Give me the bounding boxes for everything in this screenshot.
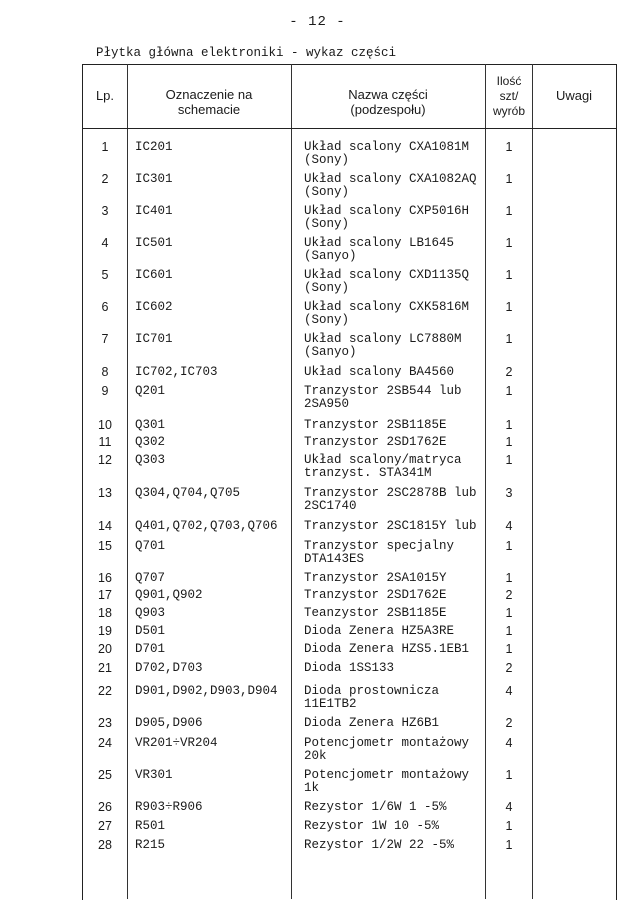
row-lp: 3 bbox=[101, 204, 109, 218]
row-name: Rezystor 1/2W 22 -5% bbox=[304, 838, 455, 852]
row-designation: D501 bbox=[135, 624, 166, 638]
page-number: - 12 - bbox=[289, 14, 346, 30]
row-name: Układ scalony/matryca tranzyst. STA341M bbox=[304, 453, 462, 480]
row-name: Układ scalony BA4560 bbox=[304, 365, 455, 379]
row-qty: 1 bbox=[505, 819, 513, 833]
row-name: Układ scalony LB1645 (Sanyo) bbox=[304, 236, 455, 263]
row-designation: R903÷R906 bbox=[135, 800, 203, 814]
row-designation: Q903 bbox=[135, 606, 166, 620]
row-qty: 1 bbox=[505, 768, 513, 782]
row-designation: IC601 bbox=[135, 268, 173, 282]
row-qty: 2 bbox=[505, 661, 513, 675]
row-name: Układ scalony CXK5816M (Sony) bbox=[304, 300, 470, 327]
row-lp: 9 bbox=[101, 384, 109, 398]
row-qty: 4 bbox=[505, 684, 513, 698]
row-designation: Q707 bbox=[135, 571, 166, 585]
row-name: Dioda Zenera HZ5A3RE bbox=[304, 624, 455, 638]
row-lp: 7 bbox=[101, 332, 109, 346]
row-lp: 6 bbox=[101, 300, 109, 314]
row-name: Dioda Zenera HZ6B1 bbox=[304, 716, 440, 730]
row-lp: 2 bbox=[101, 172, 109, 186]
row-name: Układ scalony CXA1081M (Sony) bbox=[304, 140, 470, 167]
header-name-line1: Nazwa części bbox=[348, 87, 428, 102]
row-qty: 1 bbox=[505, 384, 513, 398]
row-qty: 2 bbox=[505, 716, 513, 730]
document-title: Płytka główna elektroniki - wykaz części bbox=[96, 46, 397, 60]
row-lp: 17 bbox=[98, 588, 112, 602]
row-name: Tranzystor specjalny DTA143ES bbox=[304, 539, 455, 566]
row-lp: 8 bbox=[101, 365, 109, 379]
header-designation bbox=[128, 87, 290, 117]
row-name: Układ scalony CXP5016H (Sony) bbox=[304, 204, 470, 231]
row-qty: 1 bbox=[505, 606, 513, 620]
header-qty-line3: wyrób bbox=[492, 104, 525, 118]
row-name: Rezystor 1/6W 1 -5% bbox=[304, 800, 447, 814]
row-lp: 21 bbox=[98, 661, 112, 675]
row-name: Tranzystor 2SC1815Y lub bbox=[304, 519, 477, 533]
header-divider bbox=[82, 128, 616, 129]
row-lp: 19 bbox=[98, 624, 112, 638]
column-divider bbox=[291, 64, 292, 899]
header-designation-line2: schemacie bbox=[177, 102, 241, 117]
row-lp: 12 bbox=[98, 453, 112, 467]
row-qty: 1 bbox=[505, 204, 513, 218]
row-designation: Q303 bbox=[135, 453, 166, 467]
row-qty: 4 bbox=[505, 736, 513, 750]
row-designation: R215 bbox=[135, 838, 166, 852]
row-qty: 1 bbox=[505, 236, 513, 250]
row-designation: Q304,Q704,Q705 bbox=[135, 486, 241, 500]
row-name: Układ scalony CXA1082AQ (Sony) bbox=[304, 172, 477, 199]
row-designation: R501 bbox=[135, 819, 166, 833]
header-qty bbox=[486, 74, 532, 119]
row-qty: 3 bbox=[505, 486, 513, 500]
row-lp: 28 bbox=[98, 838, 112, 852]
row-designation: Q201 bbox=[135, 384, 166, 398]
row-designation: IC201 bbox=[135, 140, 173, 154]
row-qty: 1 bbox=[505, 838, 513, 852]
row-qty: 1 bbox=[505, 172, 513, 186]
row-qty: 2 bbox=[505, 588, 513, 602]
row-name: Tranzystor 2SA1015Y bbox=[304, 571, 447, 585]
row-name: Rezystor 1W 10 -5% bbox=[304, 819, 440, 833]
row-designation: IC702,IC703 bbox=[135, 365, 218, 379]
row-qty: 1 bbox=[505, 539, 513, 553]
header-qty-line1: Ilość bbox=[496, 74, 522, 88]
row-qty: 4 bbox=[505, 519, 513, 533]
row-lp: 5 bbox=[101, 268, 109, 282]
row-designation: IC701 bbox=[135, 332, 173, 346]
row-designation: D702,D703 bbox=[135, 661, 203, 675]
column-divider bbox=[532, 64, 533, 899]
row-qty: 4 bbox=[505, 800, 513, 814]
row-lp: 1 bbox=[101, 140, 109, 154]
row-name: Dioda prostownicza 11E1TB2 bbox=[304, 684, 440, 711]
row-name: Tranzystor 2SB544 lub 2SA950 bbox=[304, 384, 462, 411]
row-designation: IC401 bbox=[135, 204, 173, 218]
row-name: Tranzystor 2SD1762E bbox=[304, 435, 447, 449]
row-lp: 24 bbox=[98, 736, 112, 750]
row-lp: 26 bbox=[98, 800, 112, 814]
row-lp: 18 bbox=[98, 606, 112, 620]
row-designation: D905,D906 bbox=[135, 716, 203, 730]
row-designation: IC301 bbox=[135, 172, 173, 186]
row-name: Układ scalony LC7880M (Sanyo) bbox=[304, 332, 462, 359]
row-qty: 1 bbox=[505, 453, 513, 467]
row-name: Tranzystor 2SC2878B lub 2SC1740 bbox=[304, 486, 477, 513]
row-designation: VR201÷VR204 bbox=[135, 736, 218, 750]
row-designation: Q302 bbox=[135, 435, 166, 449]
row-lp: 11 bbox=[98, 435, 112, 449]
row-lp: 23 bbox=[98, 716, 112, 730]
row-lp: 25 bbox=[98, 768, 112, 782]
row-qty: 1 bbox=[505, 624, 513, 638]
row-name: Potencjometr montażowy 20k bbox=[304, 736, 470, 763]
row-qty: 1 bbox=[505, 418, 513, 432]
header-name bbox=[292, 87, 484, 117]
row-qty: 2 bbox=[505, 365, 513, 379]
row-name: Tranzystor 2SD1762E bbox=[304, 588, 447, 602]
header-remarks: Uwagi bbox=[555, 88, 593, 103]
row-designation: Q401,Q702,Q703,Q706 bbox=[135, 519, 278, 533]
column-divider bbox=[485, 64, 486, 899]
row-name: Potencjometr montażowy 1k bbox=[304, 768, 470, 795]
row-qty: 1 bbox=[505, 140, 513, 154]
row-designation: VR301 bbox=[135, 768, 173, 782]
row-lp: 22 bbox=[98, 684, 112, 698]
row-lp: 14 bbox=[98, 519, 112, 533]
row-designation: IC602 bbox=[135, 300, 173, 314]
row-designation: IC501 bbox=[135, 236, 173, 250]
row-lp: 4 bbox=[101, 236, 109, 250]
row-designation: Q701 bbox=[135, 539, 166, 553]
row-qty: 1 bbox=[505, 435, 513, 449]
row-qty: 1 bbox=[505, 642, 513, 656]
row-name: Teanzystor 2SB1185E bbox=[304, 606, 447, 620]
row-designation: D901,D902,D903,D904 bbox=[135, 684, 278, 698]
header-name-line2: (podzespołu) bbox=[350, 102, 426, 117]
row-qty: 1 bbox=[505, 300, 513, 314]
row-qty: 1 bbox=[505, 571, 513, 585]
row-designation: D701 bbox=[135, 642, 166, 656]
row-qty: 1 bbox=[505, 268, 513, 282]
header-designation-line1: Oznaczenie na bbox=[165, 87, 253, 102]
row-designation: Q301 bbox=[135, 418, 166, 432]
row-qty: 1 bbox=[505, 332, 513, 346]
row-lp: 10 bbox=[98, 418, 112, 432]
row-lp: 27 bbox=[98, 819, 112, 833]
row-name: Układ scalony CXD1135Q (Sony) bbox=[304, 268, 470, 295]
header-qty-line2: szt/ bbox=[499, 89, 519, 103]
row-name: Dioda Zenera HZS5.1EB1 bbox=[304, 642, 470, 656]
row-designation: Q901,Q902 bbox=[135, 588, 203, 602]
header-lp: Lp. bbox=[95, 88, 115, 103]
row-lp: 13 bbox=[98, 486, 112, 500]
column-divider bbox=[127, 64, 128, 899]
row-lp: 15 bbox=[98, 539, 112, 553]
row-lp: 20 bbox=[98, 642, 112, 656]
row-name: Tranzystor 2SB1185E bbox=[304, 418, 447, 432]
row-name: Dioda 1SS133 bbox=[304, 661, 395, 675]
row-lp: 16 bbox=[98, 571, 112, 585]
